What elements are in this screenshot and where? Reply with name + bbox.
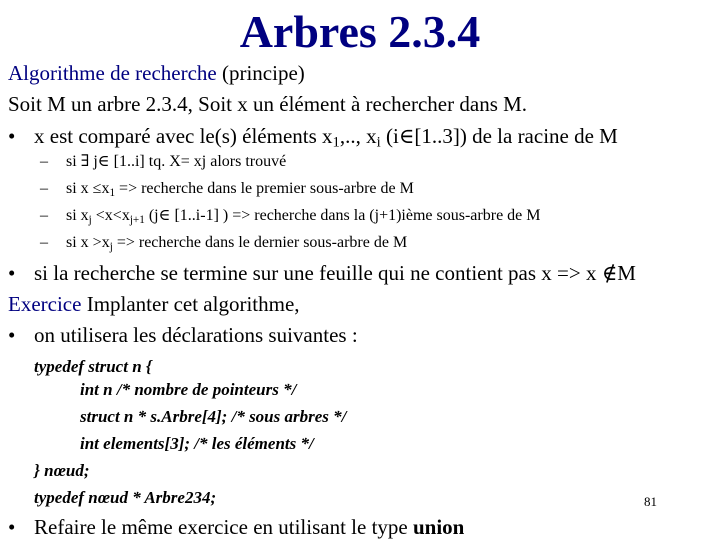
subitem-first-subtree: si $x \le x_1$ => recherche dans le premier sous-arbre de M: [66, 180, 414, 199]
union-keyword: union: [412, 515, 465, 539]
heading-line: [8, 60, 305, 86]
intro-line: Soit M un arbre 2.3.4, Soit x un élément à rechercher dans M.: [8, 92, 528, 116]
code-line: } nœud;: [34, 461, 90, 480]
exercise-line: [8, 291, 300, 317]
heading-note: (principe): [216, 61, 305, 85]
bullet-marker: •: [8, 323, 16, 347]
dash-marker: –: [40, 234, 48, 251]
code-line: typedef struct n {: [34, 357, 152, 376]
dash-marker: –: [40, 153, 48, 170]
bullet-marker: •: [8, 515, 16, 539]
code-line: typedef nœud * Arbre234;: [34, 488, 217, 507]
subitem-last-subtree: si $x >x_j$ => recherche dans le dernier sous-arbre de M: [66, 234, 408, 253]
page-number: 81: [644, 494, 657, 509]
exercise-label: Exercice: [8, 292, 82, 316]
bullet-marker: •: [8, 261, 16, 285]
code-line: struct n * s.Arbre[4]; /* sous arbres */: [80, 407, 347, 426]
bullet-compare: x est comparé avec le(s) éléments $x_1$,.., $x_i$ (i∈[1..3]) de la racine de M: [34, 124, 618, 151]
dash-marker: –: [40, 207, 48, 224]
slide-title: Arbres 2.3.4: [239, 6, 481, 57]
dash-marker: –: [40, 180, 48, 197]
bullet-declarations: on utilisera les déclarations suivantes :: [34, 323, 358, 347]
bullet-union: Refaire le même exercice en utilisant le type union: [34, 515, 465, 539]
exercise-text: Implanter cet algorithme,: [81, 292, 300, 316]
subitem-middle-subtree: si $x_j <x<x_{j+1}$ (j∈ [1..i-1] ) => recherche dans la (j+1)ième sous-arbre de M: [66, 207, 541, 226]
bullet-marker: •: [8, 124, 16, 148]
subitem-found: si ∃ j∈ [1..i] tq. X= xj alors trouvé: [66, 153, 287, 170]
code-line: int n /* nombre de pointeurs */: [80, 380, 297, 399]
bullet-leaf: si la recherche se termine sur une feuille qui ne contient pas x => x ∉M: [34, 261, 636, 285]
heading-label: Algorithme de recherche: [8, 61, 217, 85]
code-line: int elements[3]; /* les éléments */: [80, 434, 314, 453]
